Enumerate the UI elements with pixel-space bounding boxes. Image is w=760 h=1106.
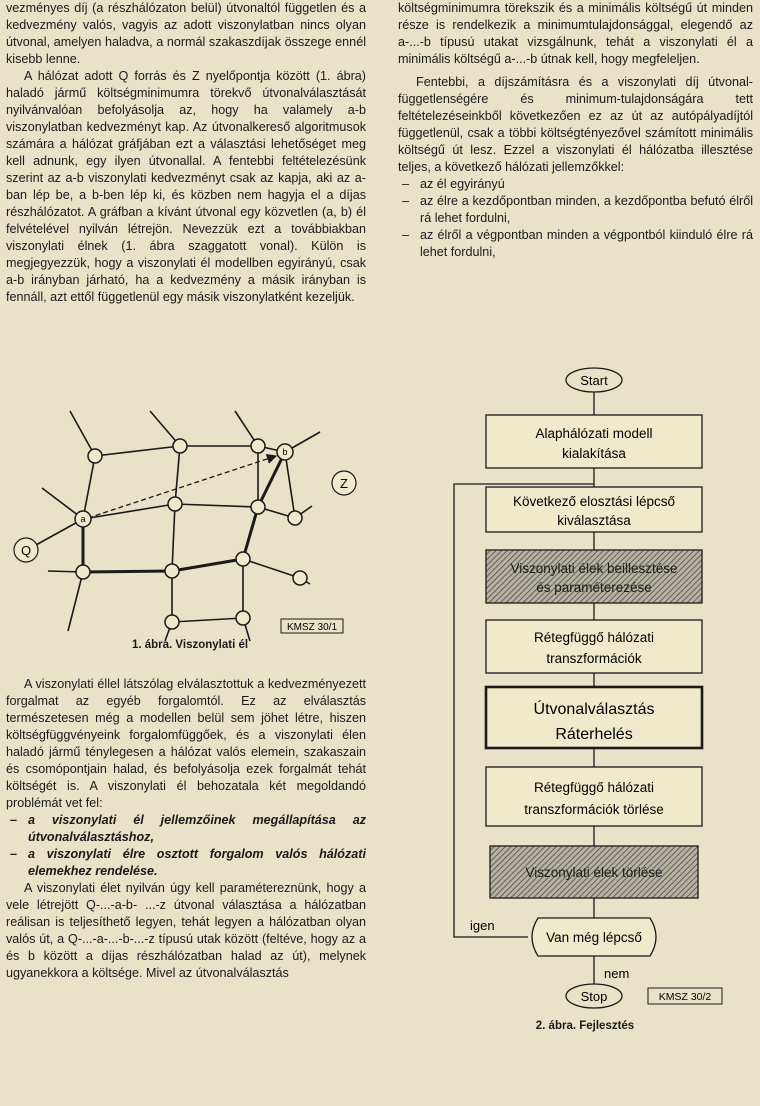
svg-text:Stop: Stop	[580, 989, 608, 1004]
node-q	[14, 538, 38, 562]
yes-label: igen	[470, 918, 495, 933]
list-item: – az él egyirányú	[398, 176, 753, 193]
flow-box-route-assignment	[486, 687, 702, 748]
flow-box-delete-relation-edges	[490, 846, 698, 898]
list-item: – a viszonylati élre osztott forgalom valós hálózati elemekhez rendelése.	[6, 846, 366, 880]
stop-terminal	[566, 984, 622, 1008]
list-item: – a viszonylati él jellemzőinek megállapítása az útvonalválasztáshoz,	[6, 812, 366, 846]
right-property-list	[398, 176, 753, 261]
svg-text:Q: Q	[20, 543, 32, 558]
left-paragraph-3: A viszonylati éllel látszólag elválasztottuk a kedvezményezett forgalmat az egyéb forgalomtól. Ez az elválasztás természetesen még a modellen belül sem jöhet létre, hiszen költségfüggvényeink forgalomfüggőek, és a viszonylati élen haladó jármű ténylegesen a hálózat valós elemein, szakaszain és csomópontjain halad, és befolyásolja ezek forgalmát tehát költségét is. A viszonylati él behozatala két megoldandó problémát vet fel:	[6, 677, 366, 810]
left-paragraph-1: vezményes díj (a részhálózaton belül) útvonaltól független és a kedvezmény valós, vagyis az adott viszonylatban nincs olyan útvonal, amelyen haladva, a normál szakaszdíjak összege ennél kisebb lenne.	[6, 1, 366, 66]
left-paragraph-2: A hálózat adott Q forrás és Z nyelőpontja között (1. ábra) haladó jármű költségminimumra törekvő útvonalválasztását nyilvánvalóan befolyásolja az, hogy ha valamely a-b viszonylatban kedvezményt kap. Az útvonalkereső algoritmusok számára a hálózat gráfjában ezt a választási lehetőséget meg kell adnunk, egy ilyen útvonallal. A fentebbi feltételezésünk szerint az a-b viszonylati kedvezményt csak az kapja, aki az a-ban lép be, a b-ben lép ki, és közben nem hagyja el a díjas részhálózatot. A gráfban a kívánt útvonal egy közvetlen (a, b) él felvételével nyilván létrejön. Nevezzük ezt a továbbiakban viszonylati élnek (1. ábra szaggatott vonal). Külön is megjegyezzük, hogy a viszonylati él modellben egyirányú, csak a-b irányban járható, ha a kedvezmény a másik irányban is fennáll, azt ettől függetlenül egy másik viszonylatként kezeljük.	[6, 69, 366, 304]
svg-text:KMSZ 30/2: KMSZ 30/2	[658, 991, 712, 1003]
figure-2-stamp	[648, 988, 722, 1004]
svg-text:és paraméterezése: és paraméterezése	[536, 580, 652, 595]
svg-text:Viszonylati élek beillesztése: Viszonylati élek beillesztése	[510, 561, 678, 576]
svg-text:Start: Start	[580, 373, 608, 388]
svg-text:Ráterhelés: Ráterhelés	[555, 726, 633, 743]
flow-box-next-step	[486, 487, 702, 532]
svg-text:Következő elosztási lépcső: Következő elosztási lépcső	[512, 494, 676, 509]
flow-box-delete-transformations	[486, 767, 702, 826]
svg-text:kialakítása: kialakítása	[562, 446, 626, 461]
flow-box-base-model	[486, 415, 702, 468]
no-label: nem	[604, 966, 630, 981]
start-terminal	[566, 368, 622, 392]
svg-text:Alaphálózati modell: Alaphálózati modell	[535, 426, 653, 441]
left-problem-list	[6, 812, 366, 880]
svg-text:KMSZ 30/1: KMSZ 30/1	[286, 622, 338, 633]
figure-2-flowchart	[420, 360, 750, 1020]
svg-text:transzformációk: transzformációk	[546, 651, 642, 666]
svg-text:Viszonylati élek törlése: Viszonylati élek törlése	[525, 865, 663, 880]
svg-text:transzformációk törlése: transzformációk törlése	[524, 802, 664, 817]
node-a	[75, 511, 91, 527]
svg-text:kiválasztása: kiválasztása	[557, 513, 631, 528]
svg-text:b: b	[282, 447, 288, 457]
node-b	[277, 444, 293, 460]
figure-1-caption: 1. ábra. Viszonylati él	[131, 639, 249, 651]
relation-edge	[88, 456, 276, 518]
right-column	[398, 0, 753, 261]
svg-text:Rétegfüggő hálózati: Rétegfüggő hálózati	[533, 630, 655, 645]
figure-1-network	[0, 406, 380, 656]
node-z	[332, 471, 356, 495]
flow-box-insert-relation-edges	[486, 550, 702, 603]
list-item: – az élre a kezdőpontban minden, a kezdőpontba befutó élről rá lehet fordulni,	[398, 193, 753, 227]
svg-text:Útvonalválasztás: Útvonalválasztás	[533, 701, 655, 718]
svg-text:Van még lépcső: Van még lépcső	[546, 930, 642, 945]
right-paragraph-1: költségminimumra törekszik és a minimális költségű út minden része is rendelkezik a minimumtulajdonsággal, elegendő az a-...-b típusú utakat vizsgálnunk, tehát a viszonylati él a minimális költségű a-...-b útnak kell, hogy megfeleljen.	[398, 1, 753, 66]
svg-text:Rétegfüggő hálózati: Rétegfüggő hálózati	[533, 780, 655, 795]
figure-1-stamp	[281, 619, 343, 633]
svg-text:a: a	[80, 514, 86, 524]
left-paragraph-4: A viszonylati élet nyilván úgy kell paramétereznünk, hogy a vele létrejött Q-...-a-b- ...-z útvonal választása a hálózatban reálisan is teljesíthető legyen, tehát legyen a hálózatban olyan valós út, a Q-...-a-...-b-...-z típusú utak között (feltéve, hogy az a és b között a díjas részhálózatban halad az út), melynek ugyanekkora a költsége. Mivel az útvonalválasztás	[6, 881, 366, 980]
decision-more-steps	[532, 918, 656, 956]
list-item: – az élről a végpontban minden a végpontból kiinduló élre rá lehet fordulni,	[398, 227, 753, 261]
left-column-lower	[6, 676, 366, 982]
right-paragraph-2: Fentebbi, a díjszámításra és a viszonylati díj útvonal-függetlenségére és minimum-tulajdonságára tett feltételezéseinkből következően ez az út az autópályadíjtól függetlenül, csak a többi költségtényezővel számított minimális költségű út lesz. Ezzel a viszonylati él hálózatba illesztése teljes, a következő hálózati jellemzőkkel:	[398, 75, 753, 174]
flow-box-layer-transformations	[486, 620, 702, 673]
figure-2-caption: 2. ábra. Fejlesztés	[535, 1020, 635, 1032]
svg-text:Z: Z	[340, 476, 348, 491]
left-column	[6, 0, 366, 306]
